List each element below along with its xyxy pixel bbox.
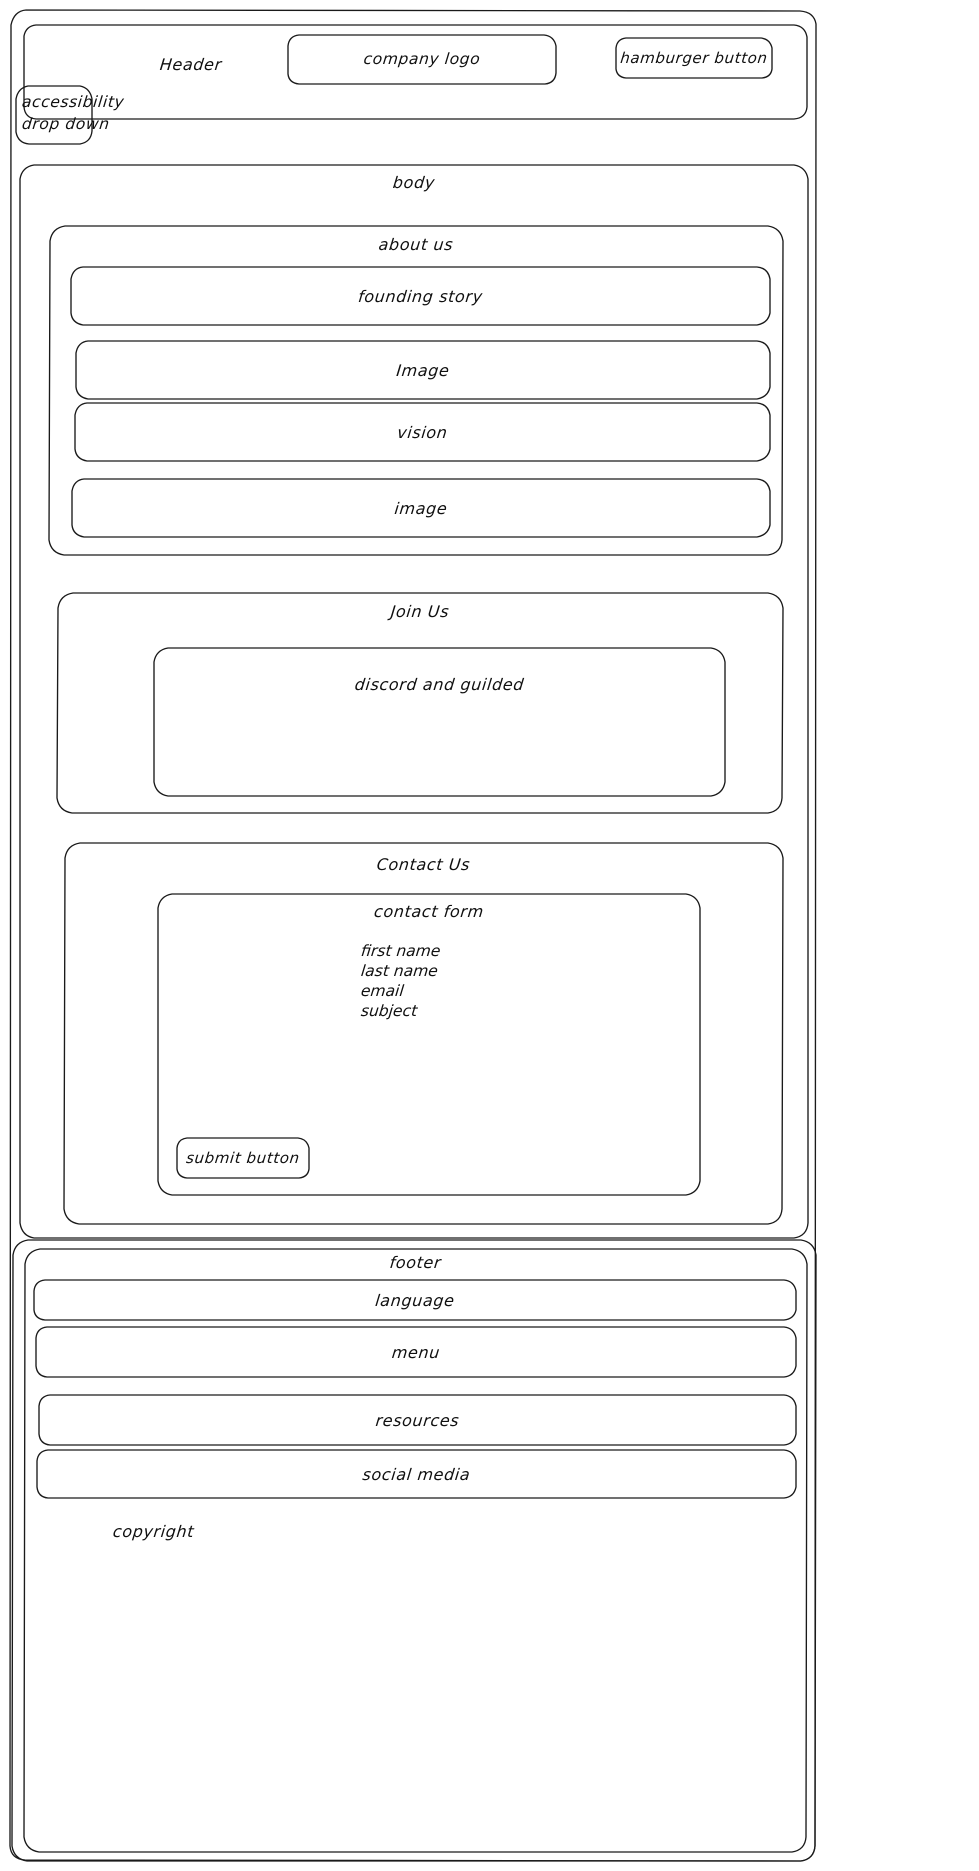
section-contact-us-label: Contact Us bbox=[375, 855, 472, 874]
section-about-us-label: about us bbox=[377, 235, 455, 254]
company-logo-label: company logo bbox=[362, 50, 482, 68]
about-item-vision[interactable] bbox=[73, 401, 772, 463]
footer-copyright: copyright bbox=[112, 1522, 196, 1541]
submit-button[interactable] bbox=[175, 1136, 311, 1180]
contact-form-title: contact form bbox=[373, 902, 485, 921]
body-label: body bbox=[392, 173, 436, 192]
about-item-vision-label: vision bbox=[396, 423, 449, 442]
join-us-item-discord-guilded-outline bbox=[152, 646, 727, 798]
footer-label: footer bbox=[388, 1253, 443, 1272]
accessibility-dropdown-label-line1: accessibility bbox=[21, 93, 126, 111]
hamburger-button[interactable] bbox=[614, 36, 774, 80]
about-item-image-1-label: Image bbox=[395, 361, 451, 380]
footer-item-resources[interactable] bbox=[37, 1393, 798, 1447]
footer-item-language-label: language bbox=[374, 1291, 456, 1310]
about-item-image-1[interactable] bbox=[74, 339, 772, 401]
contact-form-field-email[interactable]: email bbox=[360, 982, 405, 1000]
contact-form-field-last-name[interactable]: last name bbox=[360, 962, 439, 980]
join-us-item-discord-guilded[interactable] bbox=[152, 646, 727, 798]
footer-item-resources-label: resources bbox=[374, 1411, 461, 1430]
about-item-founding-story[interactable] bbox=[69, 265, 772, 327]
section-join-us-label: Join Us bbox=[389, 602, 451, 621]
header-label: Header bbox=[159, 55, 223, 74]
submit-button-label: submit button bbox=[185, 1149, 301, 1167]
footer-item-social-media[interactable] bbox=[35, 1448, 798, 1500]
about-item-image-2-label: image bbox=[393, 499, 449, 518]
accessibility-dropdown-label-line2: drop down bbox=[21, 115, 111, 133]
footer-item-menu[interactable] bbox=[34, 1325, 798, 1379]
footer-item-social-media-label: social media bbox=[361, 1465, 472, 1484]
footer-item-language[interactable] bbox=[32, 1278, 798, 1322]
contact-form-field-first-name[interactable]: first name bbox=[360, 942, 442, 960]
about-item-founding-story-label: founding story bbox=[357, 287, 484, 306]
contact-form-field-subject[interactable]: subject bbox=[360, 1002, 419, 1020]
hamburger-button-label: hamburger button bbox=[619, 49, 769, 67]
company-logo[interactable] bbox=[286, 33, 558, 86]
footer-item-menu-label: menu bbox=[390, 1343, 442, 1362]
join-us-item-discord-guilded-label: discord and guilded bbox=[353, 675, 526, 694]
about-item-image-2[interactable] bbox=[70, 477, 772, 539]
